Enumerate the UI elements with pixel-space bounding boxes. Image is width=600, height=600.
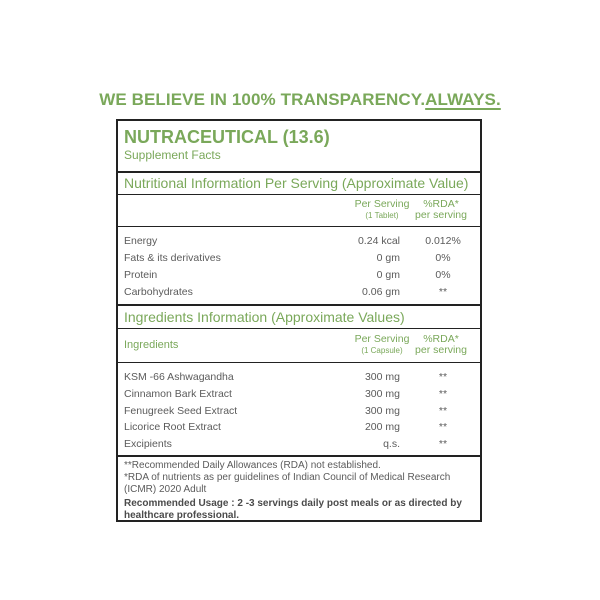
ingredients-rda-header: [405, 334, 477, 356]
table-row: [118, 269, 480, 285]
row-rda-value: **: [438, 421, 448, 434]
row-name: Carbohydrates: [124, 286, 193, 298]
row-rda-value: **: [438, 387, 448, 400]
headline-text: WE BELIEVE IN 100% TRANSPARENCY.: [99, 90, 426, 109]
row-rda-value: 0.012%: [425, 235, 461, 247]
row-rda-value: 0%: [435, 269, 451, 281]
nutrition-serving-label: Per Serving: [354, 198, 410, 210]
ingredients-rda-sublabel: per serving: [415, 344, 467, 356]
row-rda-value: **: [438, 404, 448, 417]
headline-emphasis: ALWAYS.: [425, 90, 501, 109]
row-name: Fats & its derivatives: [124, 252, 221, 264]
row-serving-value: 0 gm: [376, 252, 400, 264]
table-row: [118, 421, 480, 437]
divider: [118, 194, 480, 195]
row-rda-value: **: [438, 438, 448, 451]
table-row: [118, 286, 480, 302]
divider: [118, 328, 480, 329]
ingredients-serving-label: Per Serving: [354, 333, 410, 345]
divider: [118, 455, 480, 457]
transparency-headline: [0, 90, 600, 110]
row-serving-value: 300 mg: [364, 387, 400, 400]
supplement-facts-panel: [116, 119, 482, 522]
nutrition-rda-label: %RDA*: [423, 198, 459, 210]
row-name: Energy: [124, 235, 158, 247]
row-rda-value: **: [438, 371, 448, 383]
table-row: [118, 438, 480, 454]
nutrition-section-title: Nutritional Information Per Serving (Approximate Value): [124, 175, 469, 191]
row-serving-value: 0.24 kcal: [357, 235, 400, 247]
ingredients-name-header: Ingredients: [124, 339, 179, 351]
divider: [118, 226, 480, 227]
table-row: [118, 405, 480, 421]
row-name: Cinnamon Bark Extract: [124, 387, 232, 400]
row-name: KSM -66 Ashwagandha: [124, 371, 234, 383]
product-title-block: [124, 126, 330, 162]
nutrition-serving-unit: (1 Tablet): [365, 211, 399, 220]
row-serving-value: 300 mg: [364, 404, 400, 417]
product-subtitle: Supplement Facts: [124, 148, 221, 162]
table-row: [118, 371, 480, 387]
row-rda-value: **: [438, 286, 448, 298]
recommended-usage: Recommended Usage : 2 -3 servings daily post meals or as directed by healthcare professional.: [124, 498, 462, 521]
row-name: Protein: [124, 269, 158, 281]
ingredients-serving-unit: (1 Capsule): [361, 346, 403, 355]
row-serving-value: 0.06 gm: [362, 286, 400, 298]
row-name: Excipients: [124, 438, 172, 451]
row-serving-value: 200 mg: [364, 421, 400, 434]
divider: [118, 304, 480, 306]
table-row: [118, 252, 480, 268]
row-name: Fenugreek Seed Extract: [124, 404, 238, 417]
ingredients-section-title: Ingredients Information (Approximate Values): [124, 309, 405, 325]
row-serving-value: q.s.: [383, 438, 400, 451]
table-row: [118, 235, 480, 251]
row-serving-value: 300 mg: [364, 371, 400, 383]
table-row: [118, 388, 480, 404]
row-serving-value: 0 gm: [376, 269, 400, 281]
divider: [118, 171, 480, 173]
divider: [118, 362, 480, 363]
footnotes: [124, 460, 474, 522]
icmr-note: *RDA of nutrients as per guidelines of Indian Council of Medical Research (ICMR) 2020 Adult: [124, 472, 451, 495]
rda-note: **Recommended Daily Allowances (RDA) not established.: [124, 460, 381, 471]
nutrition-rda-sublabel: per serving: [415, 209, 467, 221]
product-title: NUTRACEUTICAL (13.6): [124, 127, 330, 147]
ingredients-rda-label: %RDA*: [423, 333, 459, 345]
nutrition-rda-header: [405, 199, 477, 221]
row-rda-value: 0%: [435, 252, 451, 264]
row-name: Licorice Root Extract: [124, 421, 221, 434]
